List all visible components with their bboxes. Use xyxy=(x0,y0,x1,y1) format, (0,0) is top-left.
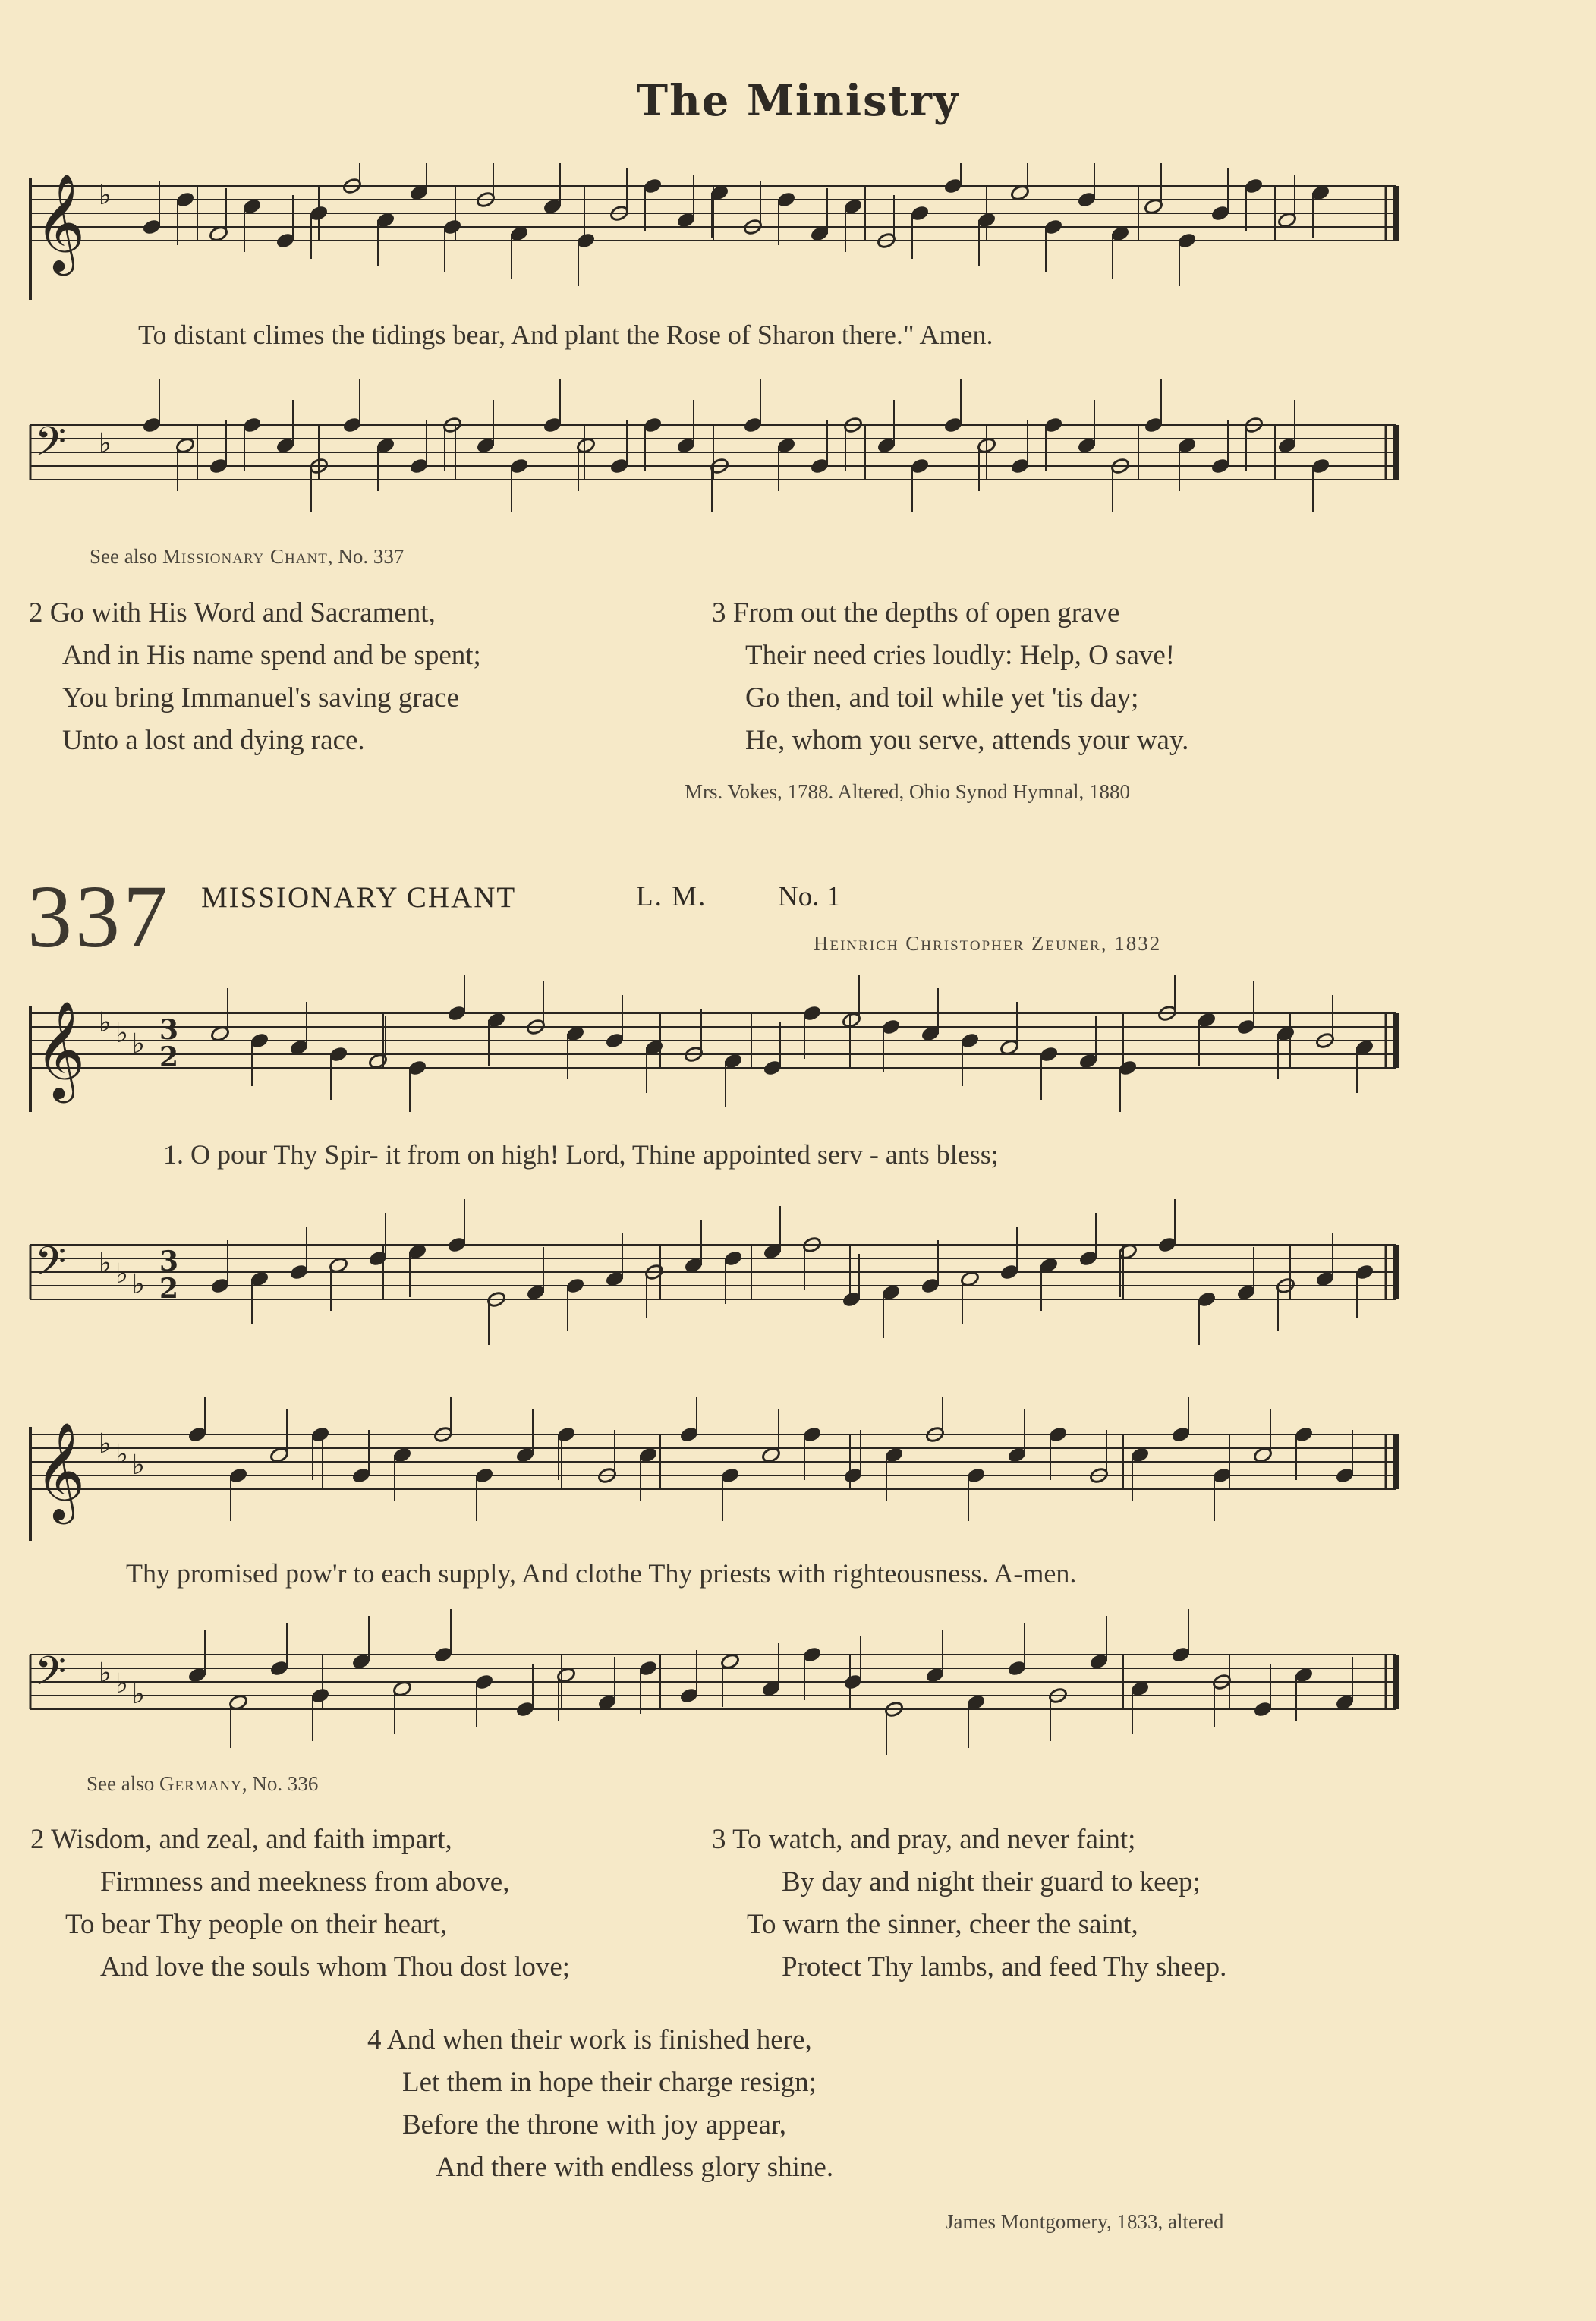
flat-icon: ♭ xyxy=(115,1018,128,1049)
treble-clef-icon: 𝄞 xyxy=(35,173,86,272)
time-signature-bottom: 2 xyxy=(159,1041,179,1073)
flat-icon: ♭ xyxy=(132,1679,145,1710)
hymn-number: 337 xyxy=(27,867,171,966)
h337-verse-2: 2 Wisdom, and zeal, and faith impart, Firmness and meekness from above, To bear Thy people on their heart, And love the souls whom Thou dost love; xyxy=(30,1824,571,1982)
h337-bass-staff-1 xyxy=(0,1199,1596,1351)
flat-icon: ♭ xyxy=(132,1028,145,1060)
h337-lyric-line-2: Thy promised pow'r to each supply, And clothe Thy priests with righteousness. A-men. xyxy=(126,1558,1077,1589)
top-credit: Mrs. Vokes, 1788. Altered, Ohio Synod Hymnal, 1880 xyxy=(685,780,1130,803)
treble-clef-icon: 𝄞 xyxy=(35,1422,86,1520)
bass-clef-icon: 𝄢 xyxy=(35,1239,67,1295)
flat-icon: ♭ xyxy=(115,1439,128,1470)
hymn-title: MISSIONARY CHANT xyxy=(201,881,517,914)
h337-treble-staff-2 xyxy=(0,1397,1596,1541)
h337-credit: James Montgomery, 1833, altered xyxy=(946,2210,1224,2233)
top-see-also: See also Missionary Chant, No. 337 xyxy=(90,545,405,568)
h337-lyric-line-1: 1. O pour Thy Spir- it from on high! Lord, Thine appointed serv - ants bless; xyxy=(163,1139,999,1170)
bass-clef-icon: 𝄢 xyxy=(35,419,67,475)
flat-icon: ♭ xyxy=(115,1258,128,1290)
top-lyric-line: To distant climes the tidings bear, And plant the Rose of Sharon there." Amen. xyxy=(138,320,993,350)
top-verse-3: 3 From out the depths of open grave Their need cries loudly: Help, O save! Go then, and toil while yet 'tis day; He, whom you serve, attends your way. xyxy=(712,597,1189,756)
flat-icon: ♭ xyxy=(99,180,112,211)
h337-verse-3: 3 To watch, and pray, and never faint; By day and night their guard to keep; To warn the sinner, cheer the saint, Protect Thy lambs, and feed Thy sheep. xyxy=(712,1824,1227,1982)
h337-treble-staff-1 xyxy=(0,975,1596,1112)
flat-icon: ♭ xyxy=(132,1450,145,1481)
treble-clef-icon: 𝄞 xyxy=(35,1000,86,1099)
hymn-composer: Heinrich Christopher Zeuner, 1832 xyxy=(814,932,1162,955)
flat-icon: ♭ xyxy=(99,428,112,459)
page-title: The Ministry xyxy=(636,76,960,126)
time-signature-top: 3 xyxy=(159,1014,179,1046)
h337-see-also: See also Germany, No. 336 xyxy=(87,1772,319,1795)
flat-icon: ♭ xyxy=(99,1248,112,1279)
flat-icon: ♭ xyxy=(115,1668,128,1699)
time-signature-bottom: 2 xyxy=(159,1273,179,1305)
flat-icon: ♭ xyxy=(99,1428,112,1460)
hymn-meter: L. M. xyxy=(636,881,707,912)
top-bass-staff xyxy=(0,379,1596,531)
top-verse-2: 2 Go with His Word and Sacrament, And in His name spend and be spent; You bring Immanuel's saving grace Unto a lost and dying race. xyxy=(29,597,481,756)
flat-icon: ♭ xyxy=(99,1658,112,1689)
flat-icon: ♭ xyxy=(99,1007,112,1038)
h337-bass-staff-2 xyxy=(0,1609,1596,1768)
bass-clef-icon: 𝄢 xyxy=(35,1649,67,1705)
flat-icon: ♭ xyxy=(132,1269,145,1300)
hymn-tune-no: No. 1 xyxy=(778,881,841,912)
time-signature-top: 3 xyxy=(159,1246,179,1277)
h337-verse-4: 4 And when their work is finished here, Let them in hope their charge resign; Before the throne with joy appear, And there with endless glory shine. xyxy=(367,2024,834,2183)
top-treble-staff xyxy=(0,163,1596,300)
